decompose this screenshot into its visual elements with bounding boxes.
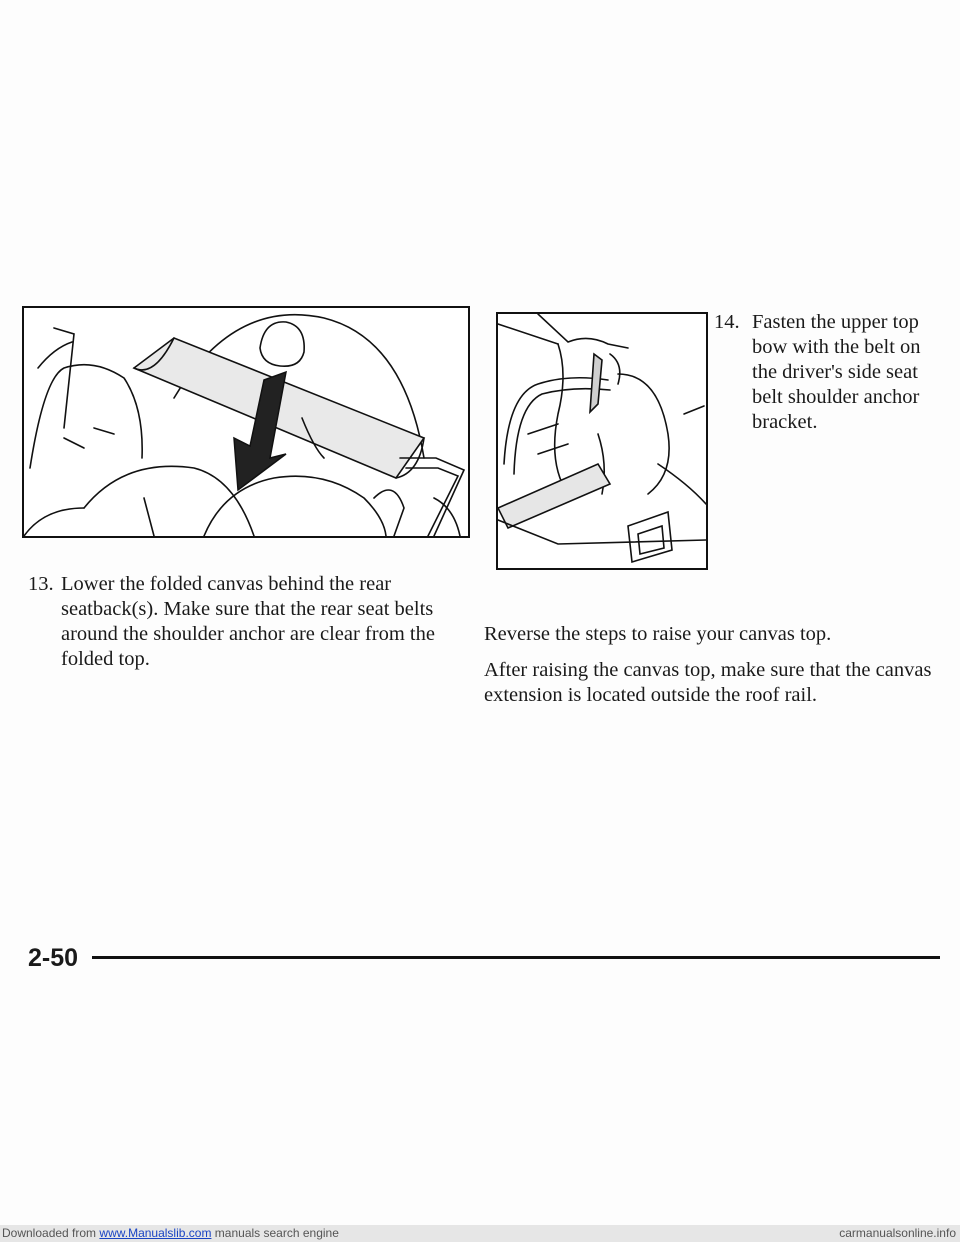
after-raising-paragraph: After raising the canvas top, make sure that the canvas extension is located outside the roof rail. bbox=[484, 659, 932, 706]
step-text: Lower the folded canvas behind the rear seatback(s). Make sure that the rear seat belts around the shoulder anchor are clear from the folded top. bbox=[61, 573, 435, 670]
footer-watermark: carmanualsonline.info bbox=[839, 1226, 956, 1240]
upper-bow-bracket-illustration bbox=[496, 312, 708, 570]
step-text: Fasten the upper top bow with the belt on the driver's side seat belt shoulder anchor bracket. bbox=[752, 311, 921, 433]
page-number: 2-50 bbox=[28, 944, 79, 972]
footer-source bbox=[2, 1226, 339, 1240]
canvas-folded-drawing bbox=[24, 308, 468, 536]
upper-bow-drawing bbox=[498, 314, 706, 568]
step-13 bbox=[28, 572, 448, 672]
manualslib-link[interactable]: www.Manualslib.com bbox=[99, 1226, 212, 1240]
step-number: 13. bbox=[28, 573, 54, 595]
page-divider bbox=[92, 956, 940, 959]
canvas-folded-illustration bbox=[22, 306, 470, 538]
download-footer bbox=[0, 1225, 960, 1242]
step-number: 14. bbox=[714, 311, 740, 333]
footer-prefix: Downloaded from bbox=[2, 1226, 97, 1240]
step-14 bbox=[714, 310, 944, 435]
footer-suffix: manuals search engine bbox=[214, 1226, 339, 1240]
reverse-steps-paragraph: Reverse the steps to raise your canvas top. bbox=[484, 623, 832, 645]
